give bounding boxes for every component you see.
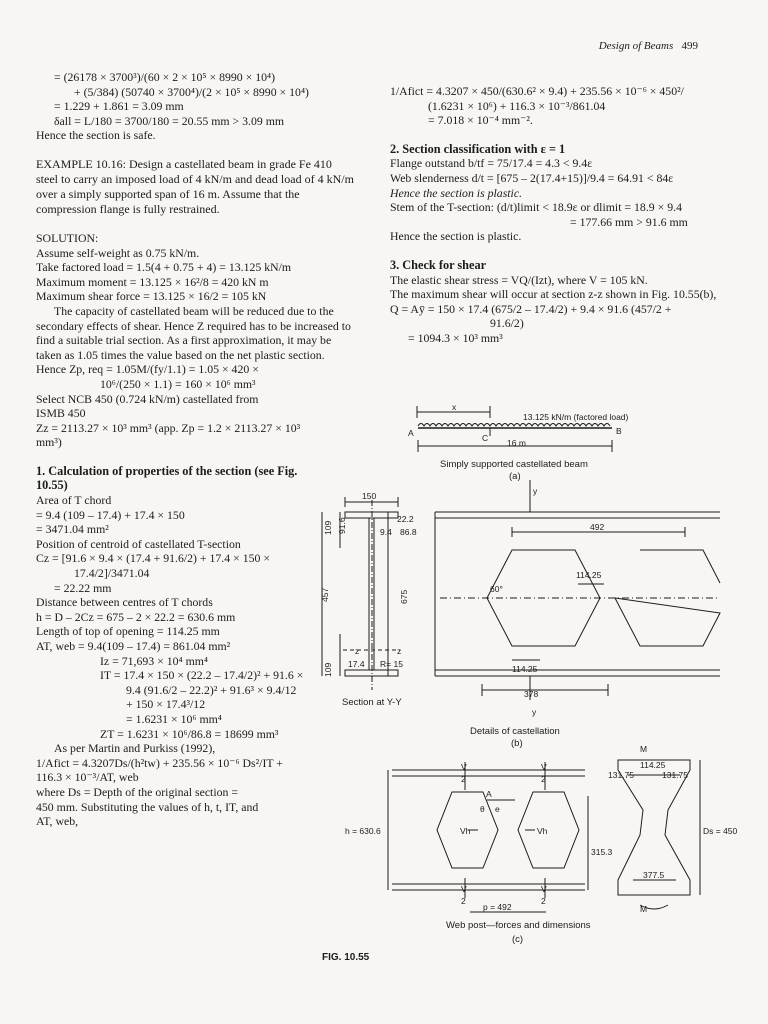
- fig-c-sub: (c): [512, 934, 524, 945]
- fig-b-dist: 86.8: [400, 527, 417, 537]
- fig-b-t-depth-top: 109: [323, 520, 333, 535]
- text-line: Take factored load = 1.5(4 + 0.75 + 4) = 13.125 kN/m: [36, 260, 292, 275]
- paragraph: The capacity of castellated beam will be reduced due to the secondary effects of shear. Hence Z required has to be increased to find a suitable trial section. As a first approximation, it may be taken as 1.05 times the value based on the net plastic section.: [36, 303, 351, 362]
- text-line: Distance between centres of T chords: [36, 595, 213, 610]
- fig-c-e: e: [495, 804, 500, 814]
- equation-line: 116.3 × 10⁻³/AT, web: [36, 770, 139, 785]
- fig-c-left-dim: 131.75: [608, 770, 634, 780]
- fig-b-t-depth-bottom: 109: [323, 662, 333, 677]
- fig-c-m-top: M: [640, 744, 648, 754]
- fig-c-vh-left: Vh: [460, 826, 471, 836]
- fig-c-bottom-dim: 377.5: [643, 870, 665, 880]
- fig-a-caption: Simply supported castellated beam: [440, 459, 588, 470]
- equation-line: AT, web = 9.4(109 – 17.4) = 861.04 mm²: [36, 639, 231, 653]
- equation-line: (1.6231 × 10⁶) + 116.3 × 10⁻³/861.04: [428, 98, 606, 113]
- figure-label: FIG. 10.55: [322, 952, 370, 963]
- equation-line: = 1.6231 × 10⁶ mm⁴: [126, 711, 222, 726]
- text-line: Hence the section is safe.: [36, 128, 156, 143]
- text-line: Maximum shear force = 13.125 × 16/2 = 105 kN: [36, 289, 267, 304]
- equation-line: Zz = 2113.27 × 10³ mm³ (app. Zp = 1.2 × 2113.27 × 10³ mm³): [36, 420, 301, 450]
- equation-line: + 150 × 17.4³/12: [126, 697, 206, 712]
- fig-c-right-dim: 131.75: [662, 770, 688, 780]
- fig-b-y-bottom: y: [532, 707, 537, 717]
- fig-c-top-dim: 114.25: [640, 760, 666, 770]
- equation-line: Iz = 71,693 × 10⁴ mm⁴: [100, 653, 209, 668]
- text-line: Hence the section is plastic.: [390, 185, 523, 200]
- equation-line: = 1.229 + 1.861 = 3.09 mm: [54, 99, 184, 114]
- text-line: Flange outstand b/tf = 75/17.4 = 4.3 < 9.4ε: [390, 156, 593, 171]
- equation-line: = 9.4 (109 – 17.4) + 17.4 × 150: [36, 507, 185, 522]
- fig-c-theta: θ: [480, 804, 485, 814]
- equation-line: ZT = 1.6231 × 10⁶/86.8 = 18699 mm³: [100, 726, 279, 741]
- fig-b-z-left: z: [355, 646, 360, 656]
- fig-b-pitch: 492: [590, 522, 605, 532]
- fig-c-v-right: V: [541, 762, 547, 772]
- equation-line: = 177.66 mm > 91.6 mm: [570, 214, 688, 229]
- fig-c-v-right-half: 2: [541, 774, 546, 784]
- example-statement: EXAMPLE 10.16: Design a castellated beam in grade Fe 410 steel to carry an imposed load of 4 kN/m and dead load of 4 kN/m over a simply supported span of 16 m. Assume that the compression flange is fully restrained.: [36, 156, 354, 216]
- section-heading-2: 2. Section classification with ε = 1: [390, 141, 566, 156]
- equation-line: = 7.018 × 10⁻⁴ mm⁻².: [428, 113, 533, 128]
- equation-line: Q = Aȳ = 150 × 17.4 (675/2 – 17.4/2) + 9.4 × 91.6 (457/2 +: [390, 301, 672, 316]
- equation-line: 9.4 (91.6/2 – 22.2)² + 91.6³ × 9.4/12: [126, 682, 297, 697]
- equation-line: 1/Afict = 4.3207 × 450/(630.6² × 9.4) + 235.56 × 10⁻⁶ × 450²/: [390, 84, 684, 98]
- equation-line: = (26178 × 3700³)/(60 × 2 × 10⁵ × 8990 × 10⁴): [54, 70, 276, 84]
- solution-heading: SOLUTION:: [36, 230, 99, 245]
- text-line: The maximum shear will occur at section z-z shown in Fig. 10.55(b),: [390, 287, 717, 302]
- text-line: where Ds = Depth of the original section =: [36, 784, 239, 799]
- fig-c-height-dim: 315.3: [591, 847, 613, 857]
- fig-b-tf: 17.4: [348, 659, 365, 669]
- text-line: 450 mm. Substituting the values of h, t, IT, and: [36, 799, 259, 814]
- text-line: Position of centroid of castellated T-section: [36, 536, 241, 551]
- fig-b-root-radius: R= 15: [380, 659, 403, 669]
- fig-c-p-label: p = 492: [483, 902, 512, 912]
- fig-b-thick-top: 22.2: [397, 514, 414, 524]
- text-line: The elastic shear stress = VQ/(Izt), where V = 105 kN.: [390, 272, 648, 287]
- fig-a-sub: (a): [509, 471, 521, 482]
- equation-line: = 3471.04 mm²: [36, 522, 109, 537]
- section-heading-3: 3. Check for shear: [390, 257, 487, 272]
- fig-c-v-left: V: [461, 762, 467, 772]
- fig-b-tw: 9.4: [380, 527, 392, 537]
- equation-line: = 1094.3 × 10³ mm³: [408, 330, 503, 345]
- equation-line: Hence Zp, req = 1.05M/(fy/1.1) = 1.05 × 420 ×: [36, 362, 259, 377]
- fig-b-opening-top: 114.25: [576, 570, 602, 580]
- fig-b-elevation: [435, 480, 720, 700]
- fig-c-v-bottom-left: V: [461, 884, 467, 894]
- fig-a-point-c: C: [482, 433, 489, 443]
- fig-b-flange-width: 150: [362, 491, 377, 501]
- fig-c-ds-label: Ds = 450: [703, 826, 738, 836]
- fig-b-total-depth: 457: [320, 587, 330, 602]
- fig-c-h-label: h = 630.6: [345, 826, 381, 836]
- equation-line: 91.6/2): [490, 316, 524, 331]
- fig-b-z-right: z: [397, 646, 402, 656]
- fig-a-load-label: 13.125 kN/m (factored load): [523, 412, 629, 422]
- fig-a-dim-x: x: [452, 402, 457, 412]
- fig-c-vh-right: Vh: [537, 826, 548, 836]
- fig-b-half-pitch: 378: [524, 689, 539, 699]
- equation-line: Cz = [91.6 × 9.4 × (17.4 + 91.6/2) + 17.4 × 150 ×: [36, 551, 270, 566]
- fig-b-stem-len: 91.6: [337, 517, 347, 534]
- equation-line: 1/Afict = 4.3207Ds/(h²tw) + 235.56 × 10⁻⁶ Ds²/IT +: [36, 755, 283, 770]
- fig-b-angle: 60°: [490, 584, 503, 594]
- fig-b-sub: (b): [511, 738, 523, 749]
- fig-c-v-bottom-right-half: 2: [541, 896, 546, 906]
- fig-c-a-label: A: [486, 789, 492, 799]
- fig-b-y-top: y: [533, 486, 538, 496]
- text-line: Assume self-weight as 0.75 kN/m.: [36, 245, 200, 260]
- text-line: Stem of the T-section: (d/t)limit < 18.9ε or dlimit = 18.9 × 9.4: [390, 200, 682, 215]
- fig-a-support-b: B: [616, 426, 622, 436]
- text-line: Length of top of opening = 114.25 mm: [36, 624, 220, 639]
- section-heading-1: 1. Calculation of properties of the section (see Fig. 10.55): [36, 463, 298, 493]
- text-line: Select NCB 450 (0.724 kN/m) castellated from ISMB 450: [36, 391, 259, 421]
- fig-c-caption: Web post—forces and dimensions: [446, 920, 591, 931]
- equation-line: 10⁶/(250 × 1.1) = 160 × 10⁶ mm³: [100, 376, 256, 391]
- equation-line: h = D – 2Cz = 675 – 2 × 22.2 = 630.6 mm: [36, 609, 236, 624]
- fig-a-span: 16 m: [507, 438, 526, 448]
- text-line: Web slenderness d/t = [675 – 2(17.4+15)]/9.4 = 64.91 < 84ε: [390, 170, 674, 185]
- running-head-title: Design of Beams: [598, 40, 674, 52]
- fig-b-depth-675: 675: [399, 589, 409, 604]
- fig-c-v-left-half: 2: [461, 774, 466, 784]
- equation-line: 17.4/2]/3471.04: [74, 566, 150, 581]
- text-line: As per Martin and Purkiss (1992),: [54, 741, 216, 756]
- fig-a-support-a: A: [408, 428, 414, 438]
- fig-b-caption: Details of castellation: [470, 726, 560, 737]
- page-number: 499: [681, 40, 698, 52]
- equation-line: = 22.22 mm: [54, 580, 112, 595]
- fig-b-section-caption: Section at Y-Y: [342, 697, 402, 708]
- equation-line: + (5/384) (50740 × 3700⁴)/(2 × 10⁵ × 8990 × 10⁴): [74, 84, 309, 99]
- text-line: Hence the section is plastic.: [390, 229, 522, 244]
- fig-c-m-bottom: M: [640, 904, 648, 914]
- fig-c-v-bottom-left-half: 2: [461, 896, 466, 906]
- text-line: Area of T chord: [36, 493, 112, 508]
- text-line: AT, web,: [36, 814, 79, 829]
- text-line: Maximum moment = 13.125 × 16²/8 = 420 kN m: [36, 274, 269, 289]
- fig-c-v-bottom-right: V: [541, 884, 547, 894]
- equation-line: IT = 17.4 × 150 × (22.2 – 17.4/2)² + 91.6 ×: [100, 668, 304, 683]
- equation-line: δall = L/180 = 3700/180 = 20.55 mm > 3.09 mm: [54, 113, 285, 128]
- fig-b-opening-bottom: 114.25: [512, 664, 538, 674]
